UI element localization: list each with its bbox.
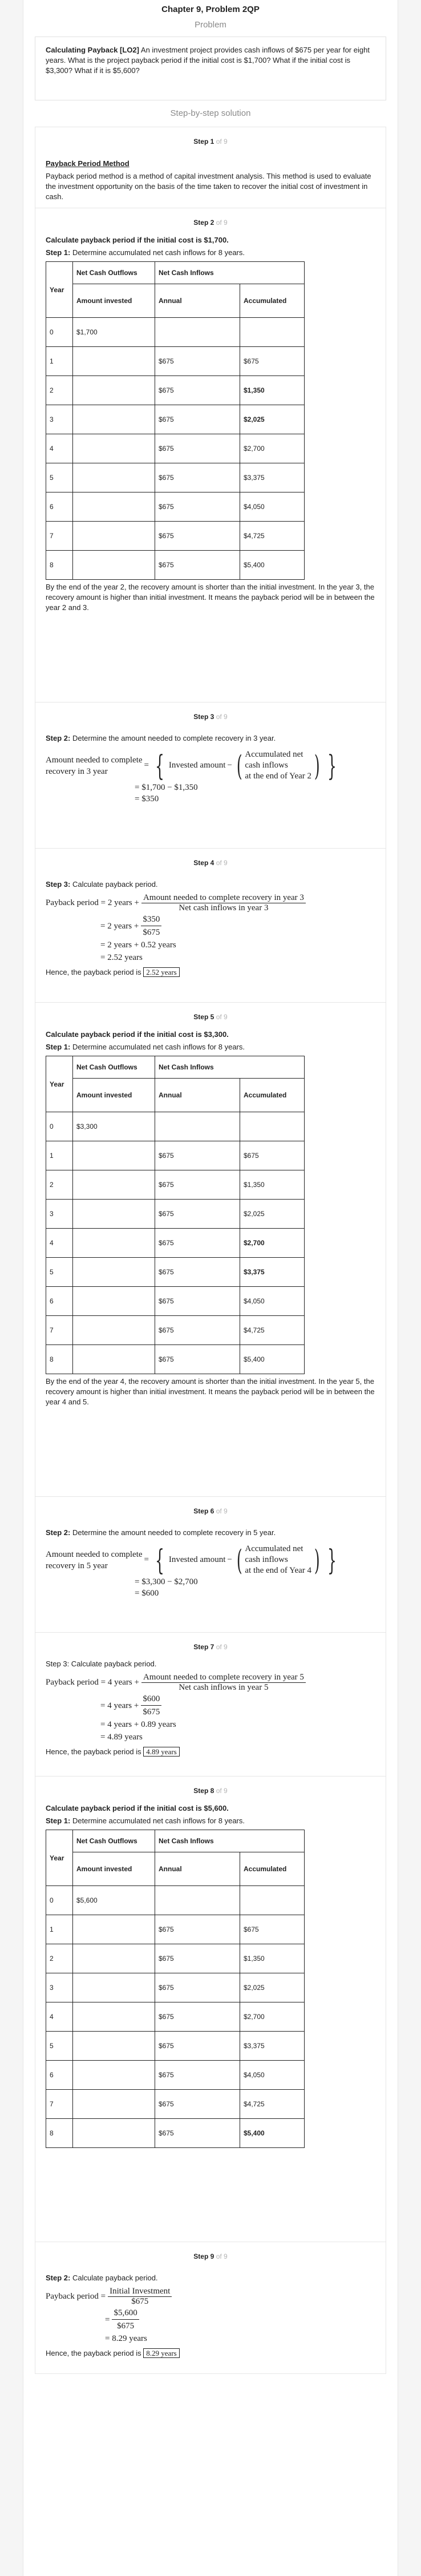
cell-invested <box>73 1345 155 1374</box>
cell-annual <box>155 318 240 347</box>
cell-invested <box>73 2090 155 2119</box>
cell-year: 6 <box>46 2061 73 2090</box>
cell-year: 0 <box>46 318 73 347</box>
result-box: 4.89 years <box>143 1747 179 1757</box>
cell-invested <box>73 463 155 492</box>
cell-accumulated: $5,400 <box>240 551 305 580</box>
cell-invested <box>73 1287 155 1316</box>
step7-l4: = 4.89 years <box>100 1733 143 1742</box>
table-row <box>46 1141 305 1170</box>
cell-accumulated: $2,700 <box>240 2002 305 2032</box>
frac-den: Net cash inflows in year 5 <box>179 1683 269 1692</box>
step-5 <box>35 1002 386 1496</box>
step-7 <box>35 1632 386 1776</box>
table-row <box>46 522 305 551</box>
cell-annual: $675 <box>155 1258 240 1287</box>
lhs-line1: Amount needed to complete <box>46 1549 143 1559</box>
problem-bold: Calculating Payback [LO2] <box>46 46 139 54</box>
frac-den: $675 <box>131 2297 149 2306</box>
cell-year: 6 <box>46 1287 73 1316</box>
cash-flow-table-3300 <box>46 1056 305 1374</box>
header-accumulated: Accumulated <box>240 1852 305 1886</box>
cell-invested <box>73 1944 155 1973</box>
step-label: Step 3 of 9 <box>193 713 228 721</box>
header-outflows: Net Cash Outflows <box>73 262 155 284</box>
cell-invested <box>73 1915 155 1944</box>
cell-invested <box>73 1316 155 1345</box>
step-label: Step 4 of 9 <box>193 859 228 867</box>
lhs: Payback period = 4 years + <box>46 1678 139 1687</box>
step4-l3: = 2 years + 0.52 years <box>100 940 176 950</box>
cell-year: 3 <box>46 1973 73 2002</box>
table-row <box>46 405 305 434</box>
cell-accumulated: $675 <box>240 1915 305 1944</box>
l2n: $600 <box>141 1693 161 1706</box>
cell-invested <box>73 1170 155 1200</box>
frac-num: Initial Investment <box>108 2287 172 2297</box>
problem-text: An investment project provides cash inflows of $675 per year for eight years. What is the project payback period if the initial cost is $1,700? What if the initial cost is $3,300? What if it is $5,600? <box>46 46 370 75</box>
step-9 <box>35 2242 386 2374</box>
header-outflows: Net Cash Outflows <box>73 1056 155 1079</box>
header-annual: Annual <box>155 1852 240 1886</box>
page <box>23 0 398 2576</box>
cell-accumulated: $3,375 <box>240 1258 305 1287</box>
cell-annual: $675 <box>155 1287 240 1316</box>
cell-year: 1 <box>46 347 73 376</box>
cell-accumulated: $4,050 <box>240 492 305 522</box>
step-4 <box>35 848 386 1002</box>
l2n: $350 <box>141 913 161 926</box>
cell-accumulated: $1,350 <box>240 1944 305 1973</box>
table-row <box>46 1287 305 1316</box>
cell-annual: $675 <box>155 1229 240 1258</box>
cell-accumulated: $675 <box>240 347 305 376</box>
lhs: Payback period = 2 years + <box>46 898 139 907</box>
cell-accumulated: $4,725 <box>240 1316 305 1345</box>
cell-annual: $675 <box>155 1200 240 1229</box>
step8-heading: Calculate payback period if the initial cost is $5,600. <box>46 1804 229 1812</box>
table-row <box>46 1973 305 2002</box>
step3-line3: = $350 <box>135 794 159 804</box>
step4-result: Hence, the payback period is 2.52 years <box>46 967 375 978</box>
cell-year: 5 <box>46 463 73 492</box>
cell-accumulated: $1,350 <box>240 376 305 405</box>
cell-invested: $1,700 <box>73 318 155 347</box>
step5-note: By the end of the year 4, the recovery amount is shorter than the initial investment. In the year 5, the recovery amount is higher than initial investment. It means the payback period will be in between the year 4 and 5. <box>46 1377 375 1406</box>
cell-accumulated: $2,025 <box>240 405 305 434</box>
cell-year: 1 <box>46 1141 73 1170</box>
header-amount-invested: Amount invested <box>73 1079 155 1112</box>
header-year: Year <box>46 1830 73 1886</box>
table-row <box>46 1112 305 1141</box>
cell-annual: $675 <box>155 1170 240 1200</box>
cell-accumulated: $675 <box>240 1141 305 1170</box>
table-row <box>46 347 305 376</box>
header-accumulated: Accumulated <box>240 1079 305 1112</box>
step7-result: Hence, the payback period is 4.89 years <box>46 1747 375 1757</box>
step3-line2: = $1,700 − $1,350 <box>135 783 198 792</box>
cell-invested <box>73 522 155 551</box>
cell-annual: $675 <box>155 376 240 405</box>
table-row <box>46 1886 305 1915</box>
table-row <box>46 492 305 522</box>
cell-invested <box>73 1973 155 2002</box>
table-row <box>46 376 305 405</box>
cell-accumulated: $4,050 <box>240 1287 305 1316</box>
cell-accumulated <box>240 1886 305 1915</box>
frac-num: Amount needed to complete recovery in year 3 <box>141 893 306 903</box>
table-row <box>46 1229 305 1258</box>
cell-annual: $675 <box>155 1345 240 1374</box>
cash-flow-table-1700 <box>46 261 305 580</box>
solution-heading: Step-by-step solution <box>170 108 251 118</box>
l2d: $675 <box>143 1707 160 1717</box>
cell-annual: $675 <box>155 434 240 463</box>
cell-annual: $675 <box>155 1944 240 1973</box>
step-label: Step 1 of 9 <box>193 138 228 146</box>
step4-equation <box>46 893 375 964</box>
table-row <box>46 1316 305 1345</box>
cell-accumulated: $5,400 <box>240 1345 305 1374</box>
cell-invested <box>73 434 155 463</box>
cell-year: 8 <box>46 551 73 580</box>
step9-l3: = 8.29 years <box>105 2334 147 2343</box>
table-row <box>46 2090 305 2119</box>
cell-annual: $675 <box>155 522 240 551</box>
table-row <box>46 1915 305 1944</box>
cell-invested <box>73 2061 155 2090</box>
step4-sub: Step 3: Calculate payback period. <box>46 880 158 889</box>
cell-year: 2 <box>46 1170 73 1200</box>
cell-annual: $675 <box>155 2002 240 2032</box>
header-accumulated: Accumulated <box>240 284 305 318</box>
step7-l3: = 4 years + 0.89 years <box>100 1720 176 1729</box>
cell-year: 7 <box>46 1316 73 1345</box>
cell-invested <box>73 405 155 434</box>
cash-flow-table-5600 <box>46 1830 305 2148</box>
cell-year: 4 <box>46 434 73 463</box>
l2a: = 2 years + <box>100 921 139 931</box>
cell-invested: $5,600 <box>73 1886 155 1915</box>
l2d: $675 <box>143 928 160 937</box>
cell-accumulated: $1,350 <box>240 1170 305 1200</box>
step-6 <box>35 1496 386 1632</box>
cell-year: 0 <box>46 1886 73 1915</box>
step3-equation: Amount needed to complete recovery in 3 year = { Invested amount − ( Accumulated net cash inflows at the end of Year 2 ) } = $1,700 − $1,350 = $350 <box>46 749 375 805</box>
cell-year: 3 <box>46 405 73 434</box>
cell-accumulated: $5,400 <box>240 2119 305 2148</box>
header-annual: Annual <box>155 1079 240 1112</box>
cell-annual: $675 <box>155 1141 240 1170</box>
step2-heading: Calculate payback period if the initial cost is $1,700. <box>46 236 229 244</box>
cell-accumulated: $3,375 <box>240 2032 305 2061</box>
step-1 <box>35 127 386 208</box>
step-8 <box>35 1776 386 2242</box>
table-row <box>46 1258 305 1287</box>
frac-den: Net cash inflows in year 3 <box>179 903 269 912</box>
step-2 <box>35 208 386 702</box>
step9-equation: Payback period = $\frac{\text{Initial Investment}}{\$675}$ = $\frac{\$5,600}{\$675}$ = 8.29 years <box>46 2287 375 2345</box>
step-label: Step 8 of 9 <box>193 1787 228 1795</box>
table-row <box>46 1944 305 1973</box>
cell-annual: $675 <box>155 463 240 492</box>
cell-year: 4 <box>46 2002 73 2032</box>
cell-accumulated: $2,025 <box>240 1973 305 2002</box>
cell-invested <box>73 347 155 376</box>
header-outflows: Net Cash Outflows <box>73 1830 155 1852</box>
acc-line3: at the end of Year 2 <box>245 772 312 781</box>
table-row <box>46 463 305 492</box>
cell-invested <box>73 2032 155 2061</box>
cell-year: 7 <box>46 522 73 551</box>
cell-invested <box>73 376 155 405</box>
cell-year: 8 <box>46 1345 73 1374</box>
result-box: 8.29 years <box>143 2348 179 2358</box>
cell-annual: $675 <box>155 1316 240 1345</box>
table-row <box>46 2061 305 2090</box>
cell-invested <box>73 492 155 522</box>
cell-accumulated <box>240 1112 305 1141</box>
cell-annual: $675 <box>155 492 240 522</box>
cell-invested <box>73 551 155 580</box>
step6-sub: Step 2: Determine the amount needed to complete recovery in 5 year. <box>46 1528 276 1537</box>
cell-annual: $675 <box>155 2090 240 2119</box>
step9-sub: Step 2: Calculate payback period. <box>46 2274 158 2282</box>
table-row <box>46 2032 305 2061</box>
step9-result: Hence, the payback period is 8.29 years <box>46 2348 375 2359</box>
step5-sub: Step 1: Determine accumulated net cash inflows for 8 years. <box>46 1043 245 1051</box>
problem-heading: Problem <box>195 20 226 30</box>
acc-line3: at the end of Year 4 <box>245 1566 312 1575</box>
cell-invested <box>73 1141 155 1170</box>
cell-accumulated: $2,025 <box>240 1200 305 1229</box>
step5-heading: Calculate payback period if the initial cost is $3,300. <box>46 1030 229 1039</box>
lhs-line2: recovery in 3 year <box>46 766 108 776</box>
cell-year: 2 <box>46 376 73 405</box>
step-label: Step 7 of 9 <box>193 1643 228 1651</box>
header-year: Year <box>46 1056 73 1112</box>
l2n: $5,600 <box>112 2307 139 2320</box>
cell-year: 5 <box>46 1258 73 1287</box>
lhs-line1: Amount needed to complete <box>46 755 143 765</box>
cell-year: 2 <box>46 1944 73 1973</box>
step-label: Step 2 of 9 <box>193 219 228 227</box>
header-amount-invested: Amount invested <box>73 284 155 318</box>
cell-invested <box>73 2002 155 2032</box>
cell-invested <box>73 2119 155 2148</box>
acc-line2: cash inflows <box>245 761 288 770</box>
cell-annual: $675 <box>155 1915 240 1944</box>
step1-text: Payback period method is a method of capital investment analysis. This method is used to evaluate the investment opportunity on the basis of the time taken to recover the initial cost of investment in cash. <box>46 172 371 201</box>
problem-box <box>35 37 386 100</box>
cell-annual: $675 <box>155 347 240 376</box>
cell-annual: $675 <box>155 405 240 434</box>
invested-amount: Invested amount <box>168 1555 226 1564</box>
l2a: = 4 years + <box>100 1701 139 1710</box>
l2d: $675 <box>117 2321 135 2331</box>
cell-annual: $675 <box>155 2032 240 2061</box>
header-inflows: Net Cash Inflows <box>155 1056 305 1079</box>
step2-sub: Step 1: Determine accumulated net cash inflows for 8 years. <box>46 248 245 257</box>
table-row <box>46 2002 305 2032</box>
header-annual: Annual <box>155 284 240 318</box>
table-row <box>46 551 305 580</box>
acc-line1: Accumulated net <box>245 1544 303 1553</box>
cell-year: 4 <box>46 1229 73 1258</box>
cell-year: 1 <box>46 1915 73 1944</box>
lhs-line2: recovery in 5 year <box>46 1561 108 1570</box>
table-row <box>46 1200 305 1229</box>
cell-annual: $675 <box>155 2061 240 2090</box>
step6-line3: = $600 <box>135 1589 159 1598</box>
cell-invested <box>73 1200 155 1229</box>
cell-accumulated: $4,725 <box>240 522 305 551</box>
cell-year: 8 <box>46 2119 73 2148</box>
cell-annual <box>155 1886 240 1915</box>
step2-note: By the end of the year 2, the recovery amount is shorter than the initial investment. In the year 3, the recovery amount is higher than initial investment. It means the payback period will be in between the year 2 and 3. <box>46 583 375 612</box>
table-row <box>46 1170 305 1200</box>
page-title: Chapter 9, Problem 2QP <box>161 5 260 14</box>
acc-line1: Accumulated net <box>245 750 303 759</box>
step7-equation <box>46 1673 375 1743</box>
cell-year: 6 <box>46 492 73 522</box>
header-amount-invested: Amount invested <box>73 1852 155 1886</box>
table-row <box>46 318 305 347</box>
step-label: Step 5 of 9 <box>193 1013 228 1021</box>
step4-l4: = 2.52 years <box>100 953 143 962</box>
cell-accumulated: $2,700 <box>240 1229 305 1258</box>
step-label: Step 6 of 9 <box>193 1507 228 1515</box>
cell-annual <box>155 1112 240 1141</box>
header-year: Year <box>46 262 73 318</box>
step3-sub: Step 2: Determine the amount needed to complete recovery in 3 year. <box>46 734 276 742</box>
cell-invested <box>73 1229 155 1258</box>
cell-annual: $675 <box>155 2119 240 2148</box>
header-inflows: Net Cash Inflows <box>155 262 305 284</box>
cell-annual: $675 <box>155 1973 240 2002</box>
invested-amount: Invested amount <box>168 761 226 770</box>
cell-accumulated: $3,375 <box>240 463 305 492</box>
cell-year: 7 <box>46 2090 73 2119</box>
cell-annual: $675 <box>155 551 240 580</box>
step1-heading: Payback Period Method <box>46 159 129 168</box>
frac-num: Amount needed to complete recovery in year 5 <box>141 1673 306 1683</box>
cell-accumulated: $4,725 <box>240 2090 305 2119</box>
table-row <box>46 434 305 463</box>
lhs: Payback period = <box>46 2292 106 2301</box>
cell-year: 3 <box>46 1200 73 1229</box>
table-row <box>46 1345 305 1374</box>
step6-line2: = $3,300 − $2,700 <box>135 1577 198 1586</box>
cell-accumulated <box>240 318 305 347</box>
result-box: 2.52 years <box>143 967 179 977</box>
cell-accumulated: $2,700 <box>240 434 305 463</box>
table-row <box>46 2119 305 2148</box>
acc-line2: cash inflows <box>245 1555 288 1564</box>
cell-accumulated: $4,050 <box>240 2061 305 2090</box>
step6-equation: Amount needed to complete recovery in 5 year = { Invested amount − ( Accumulated net cash inflows at the end of Year 4 ) } = $3,300 − $2,700 = $600 <box>46 1544 375 1599</box>
cell-invested <box>73 1258 155 1287</box>
step-label: Step 9 of 9 <box>193 2252 228 2260</box>
step-3 <box>35 702 386 848</box>
cell-year: 0 <box>46 1112 73 1141</box>
header-inflows: Net Cash Inflows <box>155 1830 305 1852</box>
cell-invested: $3,300 <box>73 1112 155 1141</box>
cell-year: 5 <box>46 2032 73 2061</box>
step7-sub: Step 3: Calculate payback period. <box>46 1660 157 1668</box>
step8-sub: Step 1: Determine accumulated net cash inflows for 8 years. <box>46 1816 245 1825</box>
